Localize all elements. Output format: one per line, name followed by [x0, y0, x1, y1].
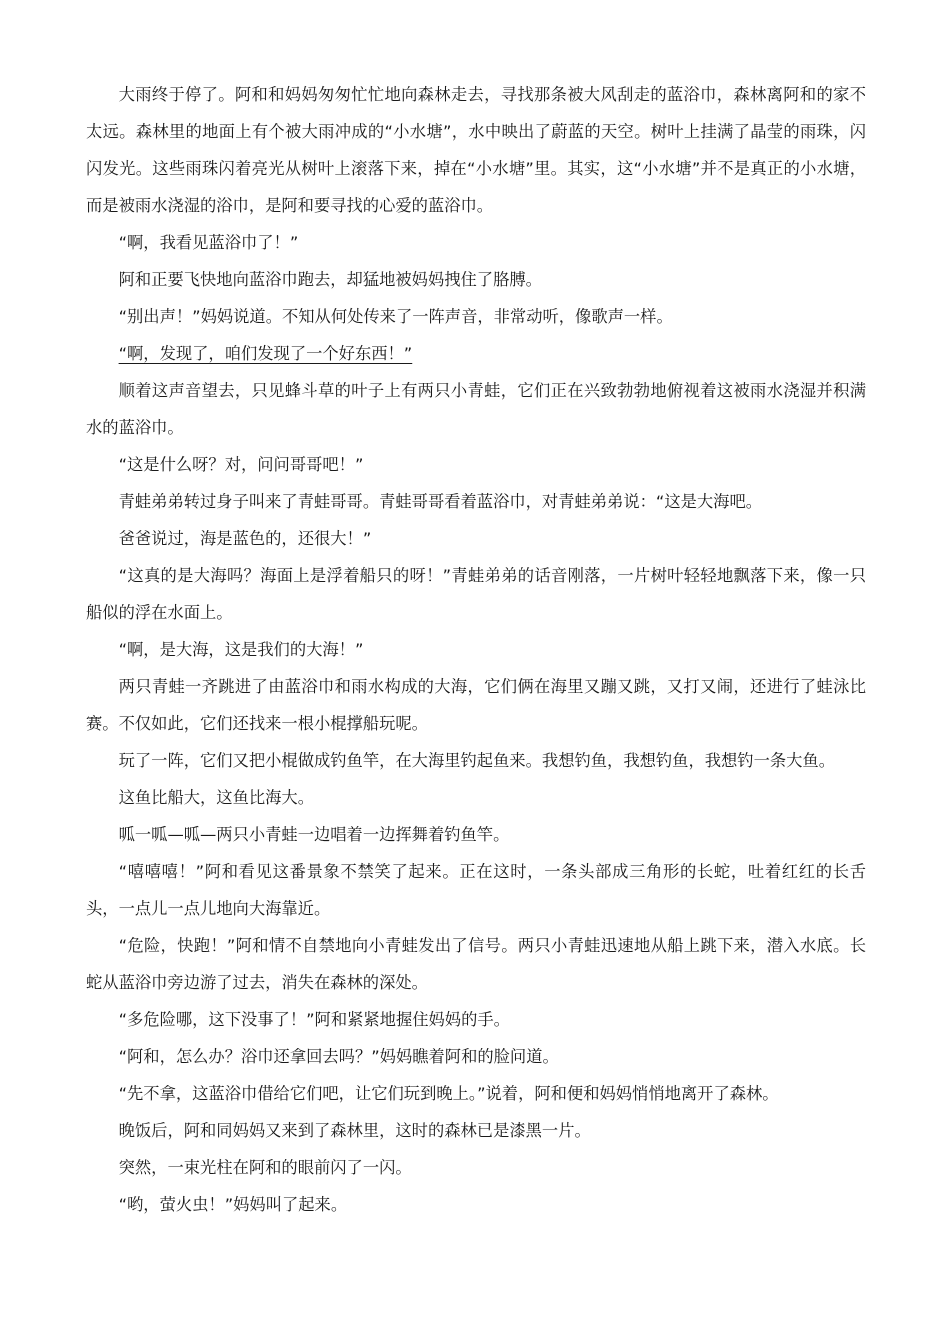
paragraph: “别出声！”妈妈说道。不知从何处传来了一阵声音，非常动听，像歌声一样。 — [118, 307, 673, 326]
paragraph: 这鱼比船大，这鱼比海大。 — [118, 788, 314, 807]
paragraph: “这是什么呀？对，问问哥哥吧！” — [118, 455, 364, 474]
paragraph: “阿和，怎么办？浴巾还拿回去吗？”妈妈瞧着阿和的脸问道。 — [118, 1047, 559, 1066]
paragraph: “多危险哪，这下没事了！”阿和紧紧地握住妈妈的手。 — [118, 1010, 510, 1029]
paragraph: 大雨终于停了。阿和和妈妈匆匆忙忙地向森林走去，寻找那条被大风刮走的蓝浴巾，森林离阿和的家不太远。森林里的地面上有个被大雨冲成的“小水塘”，水中映出了蔚蓝的天空。树叶上挂满了晶莹的雨珠，闪闪发光。这些雨珠闪着亮光从树叶上滚落下来，掉在“小水塘”里。其实，这“小水塘”并不是真正的小水塘，而是被雨水浇湿的浴巾，是阿和要寻找的心爱的蓝浴巾。 — [86, 85, 866, 215]
paragraph: 玩了一阵，它们又把小棍做成钓鱼竿，在大海里钓起鱼来。我想钓鱼，我想钓鱼，我想钓一条大鱼。 — [118, 751, 835, 770]
underlined-sentence: “啊，发现了，咱们发现了一个好东西！” — [118, 344, 413, 363]
paragraph: 呱一呱—呱—两只小青蛙一边唱着一边挥舞着钓鱼竿。 — [118, 825, 510, 844]
paragraph: 突然，一束光柱在阿和的眼前闪了一闪。 — [118, 1158, 412, 1177]
paragraph: 阿和正要飞快地向蓝浴巾跑去，却猛地被妈妈拽住了胳膊。 — [118, 270, 542, 289]
story-text — [86, 76, 866, 1223]
paragraph: “先不拿，这蓝浴巾借给它们吧，让它们玩到晚上。”说着，阿和便和妈妈悄悄地离开了森林。 — [118, 1084, 779, 1103]
paragraph: 爸爸说过，海是蓝色的，还很大！” — [118, 529, 372, 548]
paragraph: 两只青蛙一齐跳进了由蓝浴巾和雨水构成的大海，它们俩在海里又蹦又跳，又打又闹，还进行了蛙泳比赛。不仅如此，它们还找来一根小棍撑船玩呢。 — [86, 677, 866, 733]
paragraph: “这真的是大海吗？海面上是浮着船只的呀！”青蛙弟弟的话音刚落，一片树叶轻轻地飘落下来，像一只船似的浮在水面上。 — [86, 566, 866, 622]
paragraph: “哟，萤火虫！”妈妈叫了起来。 — [118, 1195, 348, 1214]
paragraph: “嘻嘻嘻！”阿和看见这番景象不禁笑了起来。正在这时，一条头部成三角形的长蛇，吐着红红的长舌头，一点儿一点儿地向大海靠近。 — [86, 862, 866, 918]
paragraph: “啊，是大海，这是我们的大海！” — [118, 640, 364, 659]
paragraph: 青蛙弟弟转过身子叫来了青蛙哥哥。青蛙哥哥看着蓝浴巾，对青蛙弟弟说：“这是大海吧。 — [118, 492, 763, 511]
paragraph: “危险，快跑！”阿和情不自禁地向小青蛙发出了信号。两只小青蛙迅速地从船上跳下来，潜入水底。长蛇从蓝浴巾旁边游了过去，消失在森林的深处。 — [86, 936, 866, 992]
paragraph-underlined — [86, 335, 866, 372]
paragraph: 顺着这声音望去，只见蜂斗草的叶子上有两只小青蛙，它们正在兴致勃勃地俯视着这被雨水浇湿并积满水的蓝浴巾。 — [86, 381, 866, 437]
paragraph: “啊，我看见蓝浴巾了！” — [118, 233, 299, 252]
paragraph: 晚饭后，阿和同妈妈又来到了森林里，这时的森林已是漆黑一片。 — [118, 1121, 591, 1140]
